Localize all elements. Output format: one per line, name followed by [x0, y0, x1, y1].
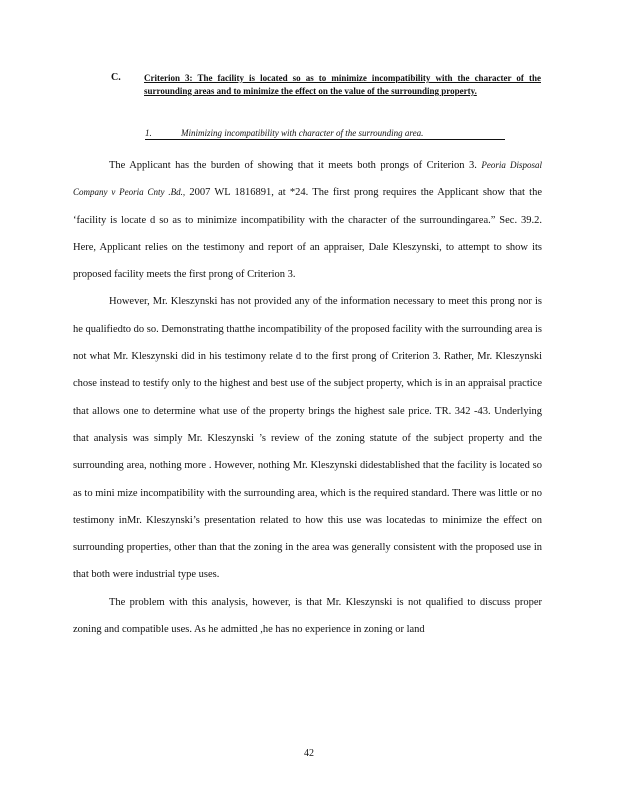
case-citation: Peoria Disposal Company v Peoria Cnty .Bd.,: [73, 160, 542, 198]
body-text: [73, 152, 542, 643]
page-number: 42: [304, 748, 314, 759]
paragraph-1-text-a: The Applicant has the burden of showing that it meets both prongs of Criterion 3.: [109, 160, 477, 171]
paragraph-2: However, Mr. Kleszynski has not provided any of the information necessary to meet this prong nor is he qualifiedto do so. Demonstrating thatthe incompatibility of the proposed facility with the surrounding area is not what Mr. Kleszynski did in his testimony relate d to the first prong of Criterion 3. Rather, Mr. Kleszynski chose instead to testify only to the highest and best use of the subject property, which is in an appraisal practice that allows one to determine what use of the property brings the highest sale price. TR. 342 -43. Underlying that analysis was simply Mr. Kleszynski ’s review of the zoning statute of the subject property and the surrounding area, nothing more . However, nothing Mr. Kleszynski didestablished that the facility is located so as to mini mize incompatibility with the surrounding area, which is the required standard. There was little or no testimony inMr. Kleszynski’s presentation related to how this use was locatedas to minimize the effect on surrounding properties, other than that the zoning in the area was generally consistent with the proposed use in that both were industrial type uses.: [73, 296, 542, 581]
paragraph-3: The problem with this analysis, however, is that Mr. Kleszynski is not qualified to discuss proper zoning and compatible uses. As he admitted ,he has no experience in zoning or land: [73, 596, 542, 636]
section-title: Criterion 3: The facility is located so as to minimize incompatibility with the character of the surrounding areas and to minimize the effect on the value of the surrounding property.: [144, 73, 541, 96]
subsection-heading: [145, 128, 505, 140]
paragraph-1: [73, 152, 542, 288]
section-letter: C.: [111, 72, 121, 83]
subsection-title: Minimizing incompatibility with character of the surrounding area.: [181, 128, 424, 138]
paragraph-1-text-b: 2007 WL 1816891, at *24. The first prong requires the Applicant show that the ‘facility is locate d so as to minimize incompatibility with the character of the surroundingarea.” Sec. 39.2. Here, Applicant relies on the testimony and report of an appraiser, Dale Kleszynski, to attempt to show its proposed facility meets the first prong of Criterion 3.: [73, 187, 542, 281]
subsection-number: 1.: [145, 128, 152, 138]
